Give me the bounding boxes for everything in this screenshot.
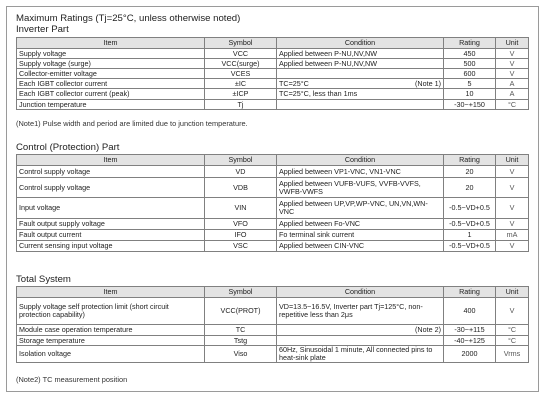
unit-cell: V bbox=[496, 49, 529, 59]
total-system-title: Total System bbox=[16, 274, 71, 285]
table-row bbox=[17, 298, 529, 325]
condition-cell: Applied between UP,VP,WP-VNC, UN,VN,WN-VNC bbox=[277, 198, 444, 219]
rating-cell: 500 bbox=[444, 59, 496, 69]
header-item: Item bbox=[17, 155, 205, 166]
condition-cell bbox=[277, 69, 444, 79]
table-row bbox=[17, 346, 529, 363]
condition-note: (Note 1) bbox=[415, 78, 441, 88]
header-rating: Rating bbox=[444, 155, 496, 166]
control-table bbox=[16, 154, 529, 252]
symbol-cell: VCC(PROT) bbox=[205, 298, 277, 325]
symbol-cell: TC bbox=[205, 325, 277, 336]
unit-cell: V bbox=[496, 198, 529, 219]
header-symbol: Symbol bbox=[205, 155, 277, 166]
condition-wrap bbox=[279, 303, 441, 319]
symbol-cell: ±IC bbox=[205, 79, 277, 89]
rating-cell: -30~+115 bbox=[444, 325, 496, 336]
header-item: Item bbox=[17, 38, 205, 49]
header-symbol: Symbol bbox=[205, 287, 277, 298]
header-condition: Condition bbox=[277, 287, 444, 298]
table-row bbox=[17, 166, 529, 178]
rating-cell: 600 bbox=[444, 69, 496, 79]
table-row bbox=[17, 219, 529, 230]
table-row bbox=[17, 59, 529, 69]
header-rating: Rating bbox=[444, 38, 496, 49]
symbol-cell: ±ICP bbox=[205, 89, 277, 100]
item-cell: Supply voltage (surge) bbox=[17, 59, 205, 69]
unit-cell: mA bbox=[496, 230, 529, 241]
symbol-cell: VCC bbox=[205, 49, 277, 59]
symbol-cell: Tstg bbox=[205, 336, 277, 346]
unit-cell: V bbox=[496, 59, 529, 69]
note-1: (Note1) Pulse width and period are limited due to junction temperature. bbox=[16, 119, 248, 128]
item-cell: Module case operation temperature bbox=[17, 325, 205, 336]
symbol-cell: VIN bbox=[205, 198, 277, 219]
condition-cell: Fo terminal sink current bbox=[277, 230, 444, 241]
item-cell: Storage temperature bbox=[17, 336, 205, 346]
unit-cell: °C bbox=[496, 100, 529, 110]
condition-cell: Applied between CIN-VNC bbox=[277, 241, 444, 252]
table-header-row bbox=[17, 38, 529, 49]
header-item: Item bbox=[17, 287, 205, 298]
table-row bbox=[17, 79, 529, 89]
header-unit: Unit bbox=[496, 287, 529, 298]
item-cell: Fault output current bbox=[17, 230, 205, 241]
condition-text: 60Hz, Sinusoidal 1 minute, All connected pins to heat-sink plate bbox=[279, 345, 433, 362]
condition-cell bbox=[277, 325, 444, 336]
rating-cell: 20 bbox=[444, 166, 496, 178]
main-title: Maximum Ratings (Tj=25°C, unless otherwise noted) bbox=[16, 13, 241, 24]
header-unit: Unit bbox=[496, 155, 529, 166]
condition-cell bbox=[277, 100, 444, 110]
condition-cell bbox=[277, 89, 444, 100]
symbol-cell: IFO bbox=[205, 230, 277, 241]
condition-text: TC=25°C, less than 1ms bbox=[279, 89, 358, 98]
symbol-cell: VCES bbox=[205, 69, 277, 79]
table-row bbox=[17, 100, 529, 110]
unit-cell: V bbox=[496, 178, 529, 198]
item-cell: Isolation voltage bbox=[17, 346, 205, 363]
condition-wrap bbox=[279, 50, 441, 58]
table-row bbox=[17, 178, 529, 198]
rating-cell: 400 bbox=[444, 298, 496, 325]
table-row bbox=[17, 325, 529, 336]
item-cell: Control supply voltage bbox=[17, 166, 205, 178]
total-table bbox=[16, 286, 529, 363]
rating-cell: -0.5~VD+0.5 bbox=[444, 219, 496, 230]
rating-cell: -0.5~VD+0.5 bbox=[444, 198, 496, 219]
condition-cell bbox=[277, 49, 444, 59]
header-condition: Condition bbox=[277, 155, 444, 166]
condition-wrap bbox=[279, 346, 441, 362]
header-symbol: Symbol bbox=[205, 38, 277, 49]
condition-wrap bbox=[279, 60, 441, 68]
unit-cell: A bbox=[496, 89, 529, 100]
unit-cell: V bbox=[496, 166, 529, 178]
condition-cell: Applied between VP1-VNC, VN1-VNC bbox=[277, 166, 444, 178]
unit-cell: A bbox=[496, 79, 529, 89]
condition-text: VD=13.5~16.5V, Inverter part Tj=125°C, non-repetitive less than 2μs bbox=[279, 302, 423, 319]
condition-wrap bbox=[279, 80, 441, 88]
table-header-row bbox=[17, 155, 529, 166]
unit-cell: °C bbox=[496, 325, 529, 336]
condition-cell bbox=[277, 79, 444, 89]
symbol-cell: VCC(surge) bbox=[205, 59, 277, 69]
condition-cell bbox=[277, 336, 444, 346]
symbol-cell: VFO bbox=[205, 219, 277, 230]
unit-cell: V bbox=[496, 298, 529, 325]
item-cell: Input voltage bbox=[17, 198, 205, 219]
condition-text: Applied between P-NU,NV,NW bbox=[279, 48, 378, 58]
rating-cell: 1 bbox=[444, 230, 496, 241]
item-cell: Junction temperature bbox=[17, 100, 205, 110]
table-row bbox=[17, 69, 529, 79]
rating-cell: -30~+150 bbox=[444, 100, 496, 110]
rating-cell: -40~+125 bbox=[444, 336, 496, 346]
condition-cell bbox=[277, 298, 444, 325]
condition-wrap bbox=[279, 90, 441, 98]
unit-cell: V bbox=[496, 241, 529, 252]
header-rating: Rating bbox=[444, 287, 496, 298]
rating-cell: 2000 bbox=[444, 346, 496, 363]
table-row bbox=[17, 241, 529, 252]
item-cell: Fault output supply voltage bbox=[17, 219, 205, 230]
table-row bbox=[17, 336, 529, 346]
symbol-cell: VD bbox=[205, 166, 277, 178]
condition-wrap bbox=[279, 326, 441, 334]
note-2: (Note2) TC measurement position bbox=[16, 375, 128, 384]
table-row bbox=[17, 198, 529, 219]
condition-cell bbox=[277, 59, 444, 69]
item-cell: Supply voltage self protection limit (short circuit protection capability) bbox=[17, 298, 205, 325]
item-cell: Collector-emitter voltage bbox=[17, 69, 205, 79]
item-cell: Supply voltage bbox=[17, 49, 205, 59]
rating-cell: 20 bbox=[444, 178, 496, 198]
unit-cell: V bbox=[496, 219, 529, 230]
condition-text: Applied between P-NU,NV,NW bbox=[279, 58, 378, 68]
condition-cell bbox=[277, 346, 444, 363]
item-cell: Current sensing input voltage bbox=[17, 241, 205, 252]
header-condition: Condition bbox=[277, 38, 444, 49]
inverter-table bbox=[16, 37, 529, 110]
rating-cell: -0.5~VD+0.5 bbox=[444, 241, 496, 252]
table-row bbox=[17, 89, 529, 100]
condition-cell: Applied between Fo-VNC bbox=[277, 219, 444, 230]
unit-cell: V bbox=[496, 69, 529, 79]
rating-cell: 10 bbox=[444, 89, 496, 100]
table-header-row bbox=[17, 287, 529, 298]
symbol-cell: Tj bbox=[205, 100, 277, 110]
rating-cell: 450 bbox=[444, 49, 496, 59]
inverter-part-title: Inverter Part bbox=[16, 24, 69, 35]
item-cell: Each IGBT collector current bbox=[17, 79, 205, 89]
condition-note: (Note 2) bbox=[415, 325, 441, 334]
control-part-title: Control (Protection) Part bbox=[16, 142, 120, 153]
table-row bbox=[17, 230, 529, 241]
unit-cell: Vrms bbox=[496, 346, 529, 363]
condition-cell: Applied between VUFB-VUFS, VVFB-VVFS, VWFB-VWFS bbox=[277, 178, 444, 198]
table-row bbox=[17, 49, 529, 59]
symbol-cell: VDB bbox=[205, 178, 277, 198]
item-cell: Each IGBT collector current (peak) bbox=[17, 89, 205, 100]
rating-cell: 5 bbox=[444, 79, 496, 89]
condition-text: TC=25°C bbox=[279, 78, 309, 88]
item-cell: Control supply voltage bbox=[17, 178, 205, 198]
symbol-cell: Viso bbox=[205, 346, 277, 363]
unit-cell: °C bbox=[496, 336, 529, 346]
header-unit: Unit bbox=[496, 38, 529, 49]
symbol-cell: VSC bbox=[205, 241, 277, 252]
